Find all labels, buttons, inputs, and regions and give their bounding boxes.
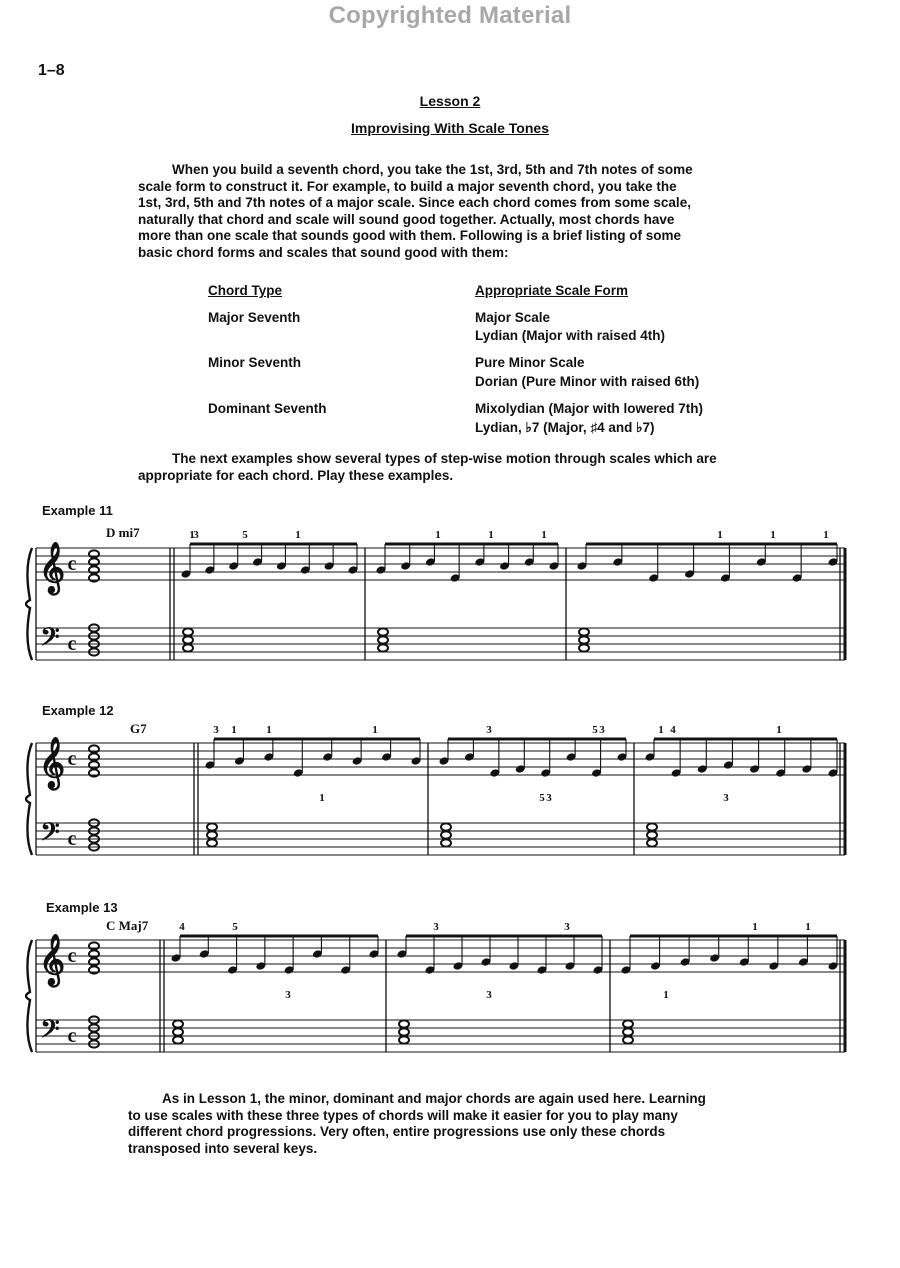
page-number: 1–8 — [38, 62, 65, 79]
table-header-scale-form: Appropriate Scale Form — [475, 283, 629, 298]
music-system-example-13 — [0, 922, 900, 1092]
example-label: Example 13 — [46, 900, 118, 915]
time-signature: c — [67, 633, 77, 655]
chord-note — [207, 831, 217, 838]
chord-note — [173, 1020, 183, 1027]
fingering-number: 1 — [752, 922, 758, 933]
fingering-number: 1 — [231, 725, 237, 736]
fingering-number: 3 — [486, 725, 492, 736]
bass-clef: 𝄢 — [40, 1016, 60, 1049]
table-row-scale: Pure Minor Scale — [475, 355, 585, 370]
lesson-title: Lesson 2 — [419, 93, 481, 109]
fingering-number: 1 — [266, 725, 272, 736]
fingering-number: 1 — [488, 530, 494, 541]
chord-note — [183, 636, 193, 643]
example-label: Example 12 — [42, 703, 114, 718]
system-brace — [26, 548, 32, 660]
closing-line: to use scales with these three types of chords will make it easier for you to play many — [128, 1107, 678, 1123]
fingering-number: 4 — [179, 922, 185, 933]
chord-note — [623, 1036, 633, 1043]
fingering-number: 1 — [541, 530, 547, 541]
chord-note — [623, 1028, 633, 1035]
table-row-chord: Major Seventh — [208, 310, 301, 325]
beam — [654, 738, 837, 741]
chord-note — [647, 839, 657, 846]
fingering-number: 1 — [372, 725, 378, 736]
intro-line: basic chord forms and scales that sound good with them: — [138, 244, 509, 260]
bass-clef: 𝄢 — [40, 624, 60, 657]
time-signature: c — [67, 1025, 77, 1047]
fingering-number: 3 — [486, 989, 492, 1001]
chord-note — [623, 1020, 633, 1027]
fingering-number: 1 — [663, 989, 669, 1001]
chord-note — [207, 823, 217, 830]
time-signature: c — [67, 748, 77, 770]
beam — [214, 738, 420, 741]
fingering-number: 3 — [213, 725, 219, 736]
beam — [630, 935, 837, 938]
fingering-number: 1 — [189, 530, 195, 541]
chord-symbol: C Maj7 — [106, 918, 149, 933]
fingering-number: 1 — [295, 530, 301, 541]
fingering-number: 1 — [770, 530, 776, 541]
time-signature: c — [67, 828, 77, 850]
closing-line: transposed into several keys. — [128, 1140, 318, 1156]
treble-clef: 𝄞 — [38, 738, 66, 787]
fingering-number: 3 — [285, 989, 291, 1001]
fingering-number: 5 — [539, 792, 545, 804]
chord-note — [441, 839, 451, 846]
fingering-number: 1 — [776, 725, 782, 736]
chord-note — [399, 1036, 409, 1043]
beam — [586, 543, 837, 546]
time-signature: c — [67, 553, 77, 575]
fingering-number: 3 — [546, 792, 552, 804]
system-brace — [26, 743, 32, 855]
chord-note — [399, 1028, 409, 1035]
fingering-number: 1 — [319, 792, 325, 804]
chord-note — [647, 831, 657, 838]
examples-intro-line: The next examples show several types of step-wise motion through scales which are — [172, 451, 717, 466]
beam — [190, 543, 357, 546]
fingering-number: 5 — [232, 922, 238, 933]
examples-intro-line: appropriate for each chord. Play these examples. — [138, 467, 454, 483]
music-system-example-12 — [0, 725, 900, 895]
table-row-scale: Lydian (Major with raised 4th) — [475, 328, 666, 343]
fingering-number: 1 — [717, 530, 723, 541]
fingering-number: 1 — [435, 530, 441, 541]
beam — [385, 543, 558, 546]
chord-note — [183, 644, 193, 651]
table-row-scale: Dorian (Pure Minor with raised 6th) — [475, 374, 700, 389]
intro-line: naturally that chord and scale will sound good together. Actually, most chords have — [138, 211, 675, 227]
beam — [180, 935, 378, 938]
closing-line: different chord progressions. Very often, entire progressions use only these chords — [128, 1124, 666, 1139]
closing-line: As in Lesson 1, the minor, dominant and major chords are again used here. Learning — [162, 1091, 706, 1106]
chord-note — [399, 1020, 409, 1027]
treble-clef: 𝄞 — [38, 543, 66, 592]
chord-note — [378, 636, 388, 643]
fingering-number: 3 — [564, 922, 570, 933]
closing-paragraph — [128, 1091, 706, 1157]
music-system-example-11 — [0, 530, 900, 700]
chord-note — [441, 823, 451, 830]
bass-clef: 𝄢 — [40, 819, 60, 852]
fingering-number: 3 — [193, 530, 199, 541]
table-row-scale: Lydian, ♭7 (Major, ♯4 and ♭7) — [475, 420, 655, 435]
table-row-chord: Dominant Seventh — [208, 401, 327, 416]
beam — [406, 935, 602, 938]
example-label: Example 11 — [42, 503, 113, 518]
fingering-number: 3 — [723, 792, 729, 804]
lesson-subtitle: Improvising With Scale Tones — [351, 120, 549, 136]
table-row-chord: Minor Seventh — [208, 355, 302, 370]
system-brace — [26, 940, 32, 1052]
fingering-number: 1 — [658, 725, 664, 736]
intro-line: When you build a seventh chord, you take the 1st, 3rd, 5th and 7th notes of some — [172, 162, 693, 177]
fingering-number: 1 — [823, 530, 829, 541]
chord-note — [647, 823, 657, 830]
chord-note — [441, 831, 451, 838]
table-row-scale: Mixolydian (Major with lowered 7th) — [475, 401, 704, 416]
chord-note — [378, 644, 388, 651]
chord-note — [579, 644, 589, 651]
chord-note — [378, 628, 388, 635]
treble-clef: 𝄞 — [38, 935, 66, 984]
table-row-scale: Major Scale — [475, 310, 551, 325]
fingering-number: 5 — [242, 530, 248, 541]
chord-note — [173, 1028, 183, 1035]
intro-line: scale form to construct it. For example, to build a major seventh chord, you take the — [138, 178, 677, 194]
fingering-number: 5 — [592, 725, 598, 736]
chord-note — [207, 839, 217, 846]
intro-line: 1st, 3rd, 5th and 7th notes of a major scale. Since each chord comes from some scale, — [138, 195, 691, 210]
chord-note — [183, 628, 193, 635]
fingering-number: 3 — [433, 922, 439, 933]
chord-symbol: D mi7 — [106, 525, 140, 540]
intro-line: more than one scale that sounds good with them. Following is a brief listing of some — [138, 228, 682, 243]
table-header-chord-type: Chord Type — [208, 283, 282, 298]
fingering-number: 3 — [599, 725, 605, 736]
time-signature: c — [67, 945, 77, 967]
examples-intro-paragraph — [138, 451, 717, 484]
fingering-number: 1 — [805, 922, 811, 933]
chord-note — [579, 628, 589, 635]
chord-note — [173, 1036, 183, 1043]
fingering-number: 4 — [670, 725, 676, 736]
intro-paragraph — [138, 162, 693, 261]
copyright-watermark: Copyrighted Material — [328, 2, 572, 29]
chord-symbol: G7 — [130, 721, 147, 736]
chord-note — [579, 636, 589, 643]
beam — [448, 738, 626, 741]
